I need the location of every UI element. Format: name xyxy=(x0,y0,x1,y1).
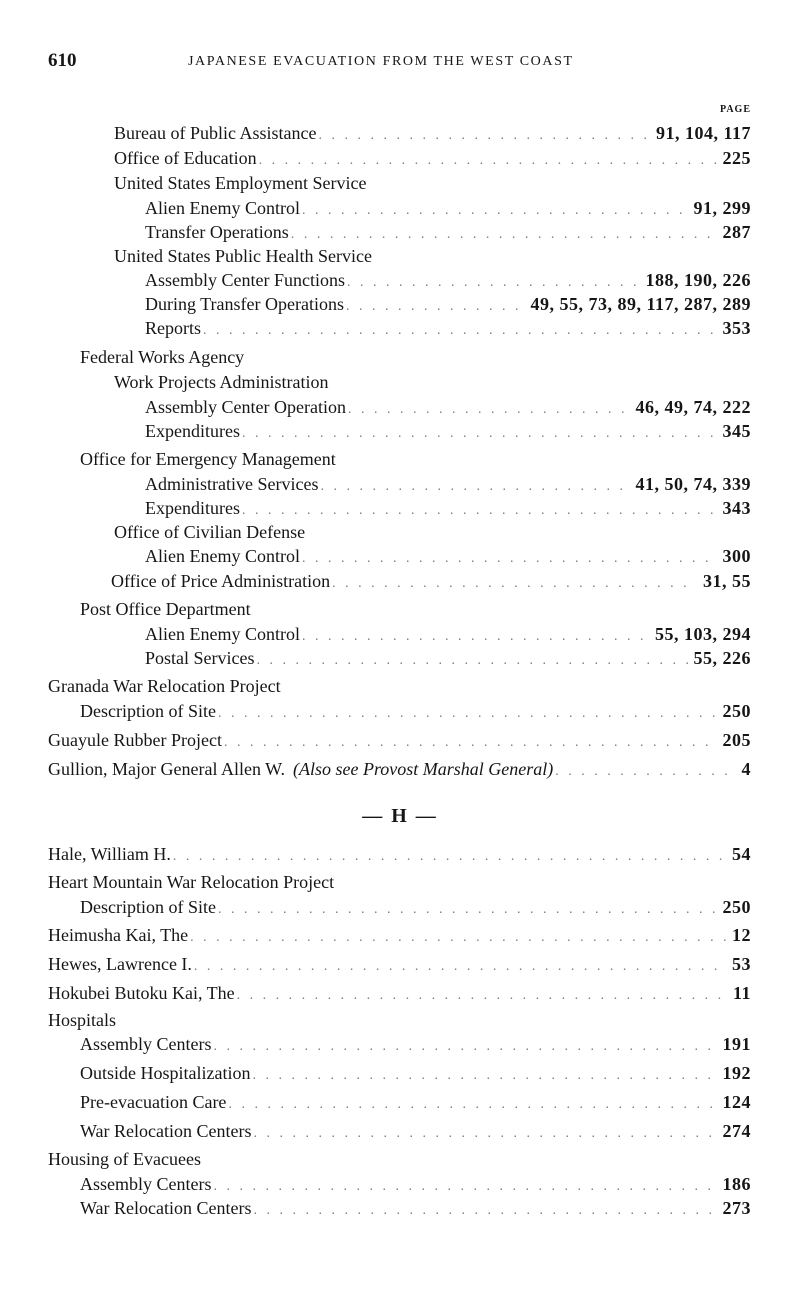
dot-leader xyxy=(252,1064,716,1088)
index-entry xyxy=(111,569,751,593)
index-entry xyxy=(80,1196,751,1220)
entry-label: Alien Enemy Control xyxy=(145,624,300,644)
index-entry xyxy=(80,1090,751,1114)
entry-pages: 186 xyxy=(722,1174,751,1194)
index-subheading: United States Employment Service xyxy=(114,173,367,193)
entry-pages: 11 xyxy=(732,983,751,1003)
dot-leader xyxy=(302,547,717,571)
entry-label: Pre-evacuation Care xyxy=(80,1092,227,1112)
entry-label: Guayule Rubber Project xyxy=(48,730,222,750)
entry-pages: 12 xyxy=(732,925,751,945)
index-subheading: United States Public Health Service xyxy=(114,246,372,266)
entry-label: Postal Services xyxy=(145,648,255,668)
index-entry xyxy=(80,1172,751,1196)
dot-leader xyxy=(332,572,697,596)
entry-cross-reference: (Also see Provost Marshal General) xyxy=(292,759,554,779)
index-entry xyxy=(145,196,751,220)
entry-label: Heimusha Kai, The xyxy=(48,925,189,945)
dot-leader xyxy=(190,926,726,950)
entry-label: Office of Education xyxy=(114,148,257,168)
index-entry xyxy=(80,895,751,919)
dot-leader xyxy=(194,955,726,979)
dot-leader xyxy=(259,149,717,173)
index-entry xyxy=(145,622,751,646)
entry-pages: 55, 103, 294 xyxy=(655,624,751,644)
section-letter-h: — H — xyxy=(362,805,438,827)
entry-label: War Relocation Centers xyxy=(80,1198,252,1218)
index-entry xyxy=(80,699,751,723)
index-entry xyxy=(145,496,751,520)
dot-leader xyxy=(173,845,726,869)
dot-leader xyxy=(242,499,717,523)
index-entry xyxy=(145,268,751,292)
dot-leader xyxy=(254,1122,717,1146)
index-entry xyxy=(114,146,751,170)
entry-pages: 124 xyxy=(722,1092,751,1112)
index-entry xyxy=(145,419,751,443)
entry-pages: 353 xyxy=(722,318,751,338)
entry-label: Expenditures xyxy=(145,421,240,441)
dot-leader xyxy=(242,422,717,446)
dot-leader xyxy=(257,649,688,673)
page-number: 610 xyxy=(48,50,77,71)
index-entry xyxy=(114,121,751,145)
entry-pages: 91, 299 xyxy=(693,198,751,218)
entry-label: Reports xyxy=(145,318,201,338)
entry-label: Description of Site xyxy=(80,701,216,721)
entry-label: Assembly Center Functions xyxy=(145,270,345,290)
index-entry xyxy=(145,220,751,244)
index-heading: Heart Mountain War Relocation Project xyxy=(48,872,335,892)
dot-leader xyxy=(218,702,717,726)
index-entry xyxy=(48,842,751,866)
entry-pages: 300 xyxy=(722,546,751,566)
index-entry xyxy=(48,952,751,976)
dot-leader xyxy=(224,731,717,755)
entry-pages: 250 xyxy=(722,701,751,721)
entry-label: War Relocation Centers xyxy=(80,1121,252,1141)
entry-label: Administrative Services xyxy=(145,474,319,494)
index-subheading: Work Projects Administration xyxy=(114,372,329,392)
index-entry xyxy=(145,472,751,496)
entry-pages: 55, 226 xyxy=(693,648,751,668)
entry-pages: 54 xyxy=(732,844,751,864)
entry-pages: 274 xyxy=(722,1121,751,1141)
dot-leader xyxy=(218,898,717,922)
entry-pages: 31, 55 xyxy=(703,571,751,591)
index-entry xyxy=(80,1119,751,1143)
entry-pages: 345 xyxy=(722,421,751,441)
entry-label: Gullion, Major General Allen W. xyxy=(48,759,285,779)
entry-label: Hewes, Lawrence I. xyxy=(48,954,192,974)
entry-label: Alien Enemy Control xyxy=(145,198,300,218)
entry-pages: 41, 50, 74, 339 xyxy=(635,474,751,494)
entry-pages: 46, 49, 74, 222 xyxy=(635,397,751,417)
entry-pages: 287 xyxy=(722,222,751,242)
entry-pages: 343 xyxy=(722,498,751,518)
index-entry xyxy=(48,981,751,1005)
entry-label: Alien Enemy Control xyxy=(145,546,300,566)
entry-label: Hale, William H. xyxy=(48,844,171,864)
entry-pages: 205 xyxy=(722,730,751,750)
index-heading: Post Office Department xyxy=(80,599,251,619)
entry-label: Office of Price Administration xyxy=(111,571,331,591)
dot-leader xyxy=(555,760,735,784)
entry-pages: 188, 190, 226 xyxy=(645,270,751,290)
entry-label: Transfer Operations xyxy=(145,222,289,242)
index-entry xyxy=(48,757,751,781)
dot-leader xyxy=(318,124,650,148)
entry-pages: 191 xyxy=(722,1034,751,1054)
entry-label: Assembly Centers xyxy=(80,1034,212,1054)
dot-leader xyxy=(254,1199,717,1223)
entry-pages: 225 xyxy=(722,148,751,168)
entry-pages: 91, 104, 117 xyxy=(655,123,751,143)
entry-label: Outside Hospitalization xyxy=(80,1063,251,1083)
index-entry xyxy=(80,1061,751,1085)
index-entry xyxy=(48,728,751,752)
index-entry xyxy=(145,292,751,316)
dot-leader xyxy=(228,1093,716,1117)
entry-pages: 250 xyxy=(722,897,751,917)
index-entry xyxy=(145,395,751,419)
entry-label: Expenditures xyxy=(145,498,240,518)
index-heading: Housing of Evacuees xyxy=(48,1149,201,1169)
entry-label: Assembly Center Operation xyxy=(145,397,346,417)
dot-leader xyxy=(237,984,727,1008)
index-heading: Granada War Relocation Project xyxy=(48,676,281,696)
entry-label: During Transfer Operations xyxy=(145,294,344,314)
index-entry xyxy=(48,923,751,947)
page-column-label: PAGE xyxy=(719,104,751,115)
entry-label: Description of Site xyxy=(80,897,216,917)
entry-pages: 192 xyxy=(722,1063,751,1083)
entry-label: Bureau of Public Assistance xyxy=(114,123,317,143)
index-entry xyxy=(145,316,751,340)
entry-pages: 49, 55, 73, 89, 117, 287, 289 xyxy=(530,294,751,314)
running-title: JAPANESE EVACUATION FROM THE WEST COAST xyxy=(188,54,574,69)
index-entry xyxy=(80,1032,751,1056)
entry-pages: 273 xyxy=(722,1198,751,1218)
dot-leader xyxy=(213,1035,716,1059)
entry-pages: 4 xyxy=(741,759,751,779)
entry-label: Hokubei Butoku Kai, The xyxy=(48,983,235,1003)
index-subheading: Office of Civilian Defense xyxy=(114,522,306,542)
index-heading: Office for Emergency Management xyxy=(80,449,336,469)
index-entry xyxy=(145,646,751,670)
dot-leader xyxy=(203,319,717,343)
running-head xyxy=(48,50,752,76)
entry-pages: 53 xyxy=(732,954,751,974)
index-heading: Hospitals xyxy=(48,1010,117,1030)
index-heading: Federal Works Agency xyxy=(80,347,245,367)
entry-label: Assembly Centers xyxy=(80,1174,212,1194)
index-entry xyxy=(145,544,751,568)
